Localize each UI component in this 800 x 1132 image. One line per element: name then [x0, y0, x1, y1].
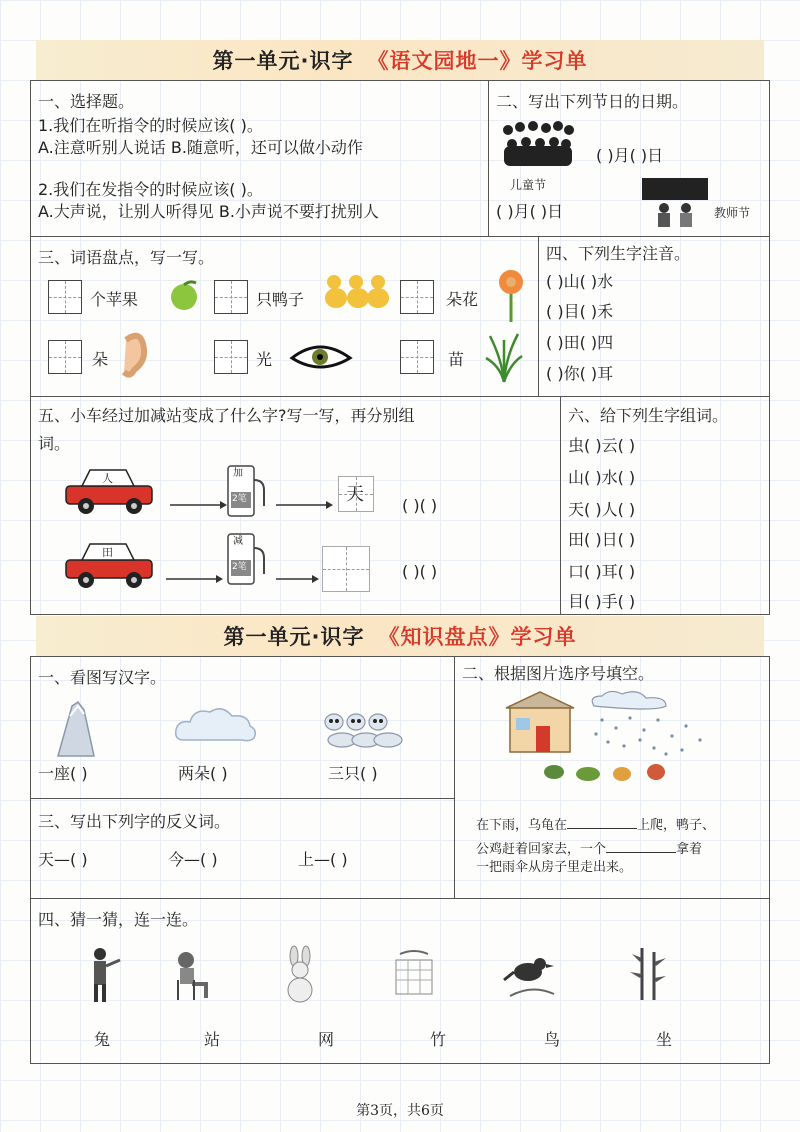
- ws2-q4-word[interactable]: 网: [318, 1030, 335, 1049]
- ws2-q1-item[interactable]: 一座( ): [38, 764, 88, 783]
- q6-heading: 六、给下列生字组词。: [568, 406, 729, 425]
- q3-write-box[interactable]: [48, 340, 82, 374]
- q3-item: 光: [256, 350, 273, 369]
- station-operation: 加: [233, 468, 243, 479]
- ws2-q4-word[interactable]: 坐: [656, 1030, 673, 1049]
- arrow-icon: [276, 500, 334, 510]
- car-character: 人: [102, 472, 113, 485]
- rainy-scene-image: [506, 690, 718, 790]
- q3-write-box[interactable]: [400, 280, 434, 314]
- mountain-icon: [56, 700, 96, 758]
- q3-heading: 三、词语盘点，写一写。: [38, 248, 215, 267]
- childrens-day-image: [498, 122, 578, 174]
- bird-icon: [504, 950, 556, 1002]
- q2-caption-1: 儿童节: [510, 178, 547, 192]
- arrow-icon: [276, 574, 320, 584]
- standing-person-icon: [84, 946, 124, 1006]
- arrow-icon: [166, 574, 224, 584]
- ws2-q2-text-1a: 在下雨，乌龟在: [476, 818, 568, 833]
- q3-item: 朵: [92, 350, 109, 369]
- q5-heading: 五、小车经过加减站变成了什么字?写一写，再分别组: [38, 406, 415, 425]
- ws2-q4-word[interactable]: 兔: [94, 1030, 111, 1049]
- apple-icon: [166, 280, 204, 312]
- bamboo-icon: [628, 944, 668, 1002]
- car-character: 田: [102, 546, 113, 559]
- ws2-q4-word[interactable]: 鸟: [544, 1030, 561, 1049]
- ws2-q3-item[interactable]: 天—( ): [38, 850, 88, 869]
- divider: [488, 80, 489, 236]
- ws2-q3-item[interactable]: 上—( ): [298, 850, 348, 869]
- q3-item: 个苹果: [90, 290, 139, 309]
- q6-row[interactable]: 山( )水( ): [568, 468, 636, 487]
- divider: [454, 656, 455, 898]
- q1-line: 1.我们在听指令的时候应该( )。: [38, 116, 263, 135]
- worksheet1-title-main: 第一单元·识字: [212, 49, 354, 73]
- divider: [30, 396, 770, 397]
- q5-answer[interactable]: ( )( ): [402, 562, 438, 581]
- station-operation: 减: [233, 536, 243, 547]
- fuel-station-icon: [224, 534, 268, 588]
- ws2-q4-word[interactable]: 站: [204, 1030, 221, 1049]
- q4-row[interactable]: ( )目( )禾: [546, 302, 614, 321]
- q5-result-box[interactable]: [322, 546, 370, 592]
- q4-row[interactable]: ( )你( )耳: [546, 364, 614, 383]
- caterpillars-icon: [322, 710, 404, 752]
- ws2-q2-text: [476, 814, 715, 834]
- q5-answer[interactable]: ( )( ): [402, 496, 438, 515]
- ws2-q2-blank[interactable]: [567, 814, 637, 829]
- flower-icon: [494, 268, 528, 324]
- ws2-q1-heading: 一、看图写汉字。: [38, 668, 167, 687]
- q1-line: A.大声说，让别人听得见 B.小声说不要打扰别人: [38, 202, 379, 221]
- rabbit-icon: [278, 948, 322, 1004]
- worksheet2-title: [36, 616, 764, 656]
- q1-heading: 一、选择题。: [38, 92, 135, 111]
- arrow-icon: [170, 500, 228, 510]
- q1-line: 2.我们在发指令的时候应该( )。: [38, 180, 263, 199]
- worksheet2-title-sub: 《知识盘点》学习单: [378, 625, 577, 649]
- q3-item: 只鸭子: [256, 290, 305, 309]
- q3-write-box[interactable]: [214, 280, 248, 314]
- ws2-q2-blank[interactable]: [606, 838, 676, 853]
- ws2-q2-text-3: 一把雨伞从房子里走出来。: [476, 860, 633, 875]
- q5-result-char: 天: [346, 484, 364, 505]
- q3-item: 朵花: [446, 290, 479, 309]
- ws2-q2-text: [476, 838, 702, 858]
- q2-answer-2[interactable]: ( )月( )日: [496, 202, 564, 221]
- ws2-q4-heading: 四、猜一猜，连一连。: [38, 910, 199, 929]
- q3-write-box[interactable]: [214, 340, 248, 374]
- divider: [538, 236, 539, 396]
- page-footer: 第3页，共6页: [356, 1103, 444, 1119]
- fuel-station-icon: [224, 466, 268, 520]
- ws2-q2-text-2b: 拿着: [676, 842, 703, 857]
- worksheet1-title-sub: 《语文园地一》学习单: [367, 49, 588, 73]
- ws2-q2-text-2: 公鸡赶着回家去，一个: [476, 842, 607, 857]
- worksheet1-title: [36, 40, 764, 80]
- q2-caption-2: 教师节: [714, 206, 751, 220]
- q4-heading: 四、下列生字注音。: [546, 244, 691, 263]
- divider: [560, 396, 561, 615]
- ws2-q2-text-1b: 上爬，鸭子、: [637, 818, 716, 833]
- q3-write-box[interactable]: [400, 340, 434, 374]
- ducklings-icon: [322, 270, 390, 314]
- ws2-q2-heading: 二、根据图片选序号填空。: [462, 664, 655, 683]
- q6-row[interactable]: 目( )手( ): [568, 592, 636, 611]
- q5-heading-cont: 词。: [38, 434, 71, 453]
- q6-row[interactable]: 天( )人( ): [568, 500, 636, 519]
- q2-answer-1[interactable]: ( )月( )日: [596, 146, 664, 165]
- station-strokes: 2笔: [232, 562, 247, 572]
- worksheet2-title-main: 第一单元·识字: [223, 625, 365, 649]
- ear-icon: [118, 332, 148, 380]
- q6-row[interactable]: 口( )耳( ): [568, 562, 636, 581]
- net-icon: [392, 950, 438, 1002]
- sitting-person-icon: [172, 950, 212, 1004]
- q6-row[interactable]: 田( )日( ): [568, 530, 636, 549]
- q4-row[interactable]: ( )田( )四: [546, 333, 614, 352]
- q3-item: 苗: [448, 350, 465, 369]
- q6-row[interactable]: 虫( )云( ): [568, 436, 636, 455]
- teachers-day-image: [642, 178, 710, 230]
- ws2-q1-item[interactable]: 两朵( ): [178, 764, 228, 783]
- ws2-q3-item[interactable]: 今—( ): [168, 850, 218, 869]
- ws2-q1-item[interactable]: 三只( ): [328, 764, 378, 783]
- ws2-q4-word[interactable]: 竹: [430, 1030, 447, 1049]
- q1-line: A.注意听别人说话 B.随意听，还可以做小动作: [38, 138, 363, 157]
- station-strokes: 2笔: [232, 494, 247, 504]
- seedling-icon: [484, 330, 524, 384]
- q2-heading: 二、写出下列节日的日期。: [496, 92, 689, 111]
- q3-write-box[interactable]: [48, 280, 82, 314]
- q4-row[interactable]: ( )山( )水: [546, 272, 614, 291]
- eye-icon: [290, 342, 352, 372]
- ws2-q3-heading: 三、写出下列字的反义词。: [38, 812, 231, 831]
- divider: [30, 898, 770, 899]
- divider: [30, 236, 770, 237]
- cloud-icon: [174, 706, 258, 746]
- divider: [30, 798, 454, 799]
